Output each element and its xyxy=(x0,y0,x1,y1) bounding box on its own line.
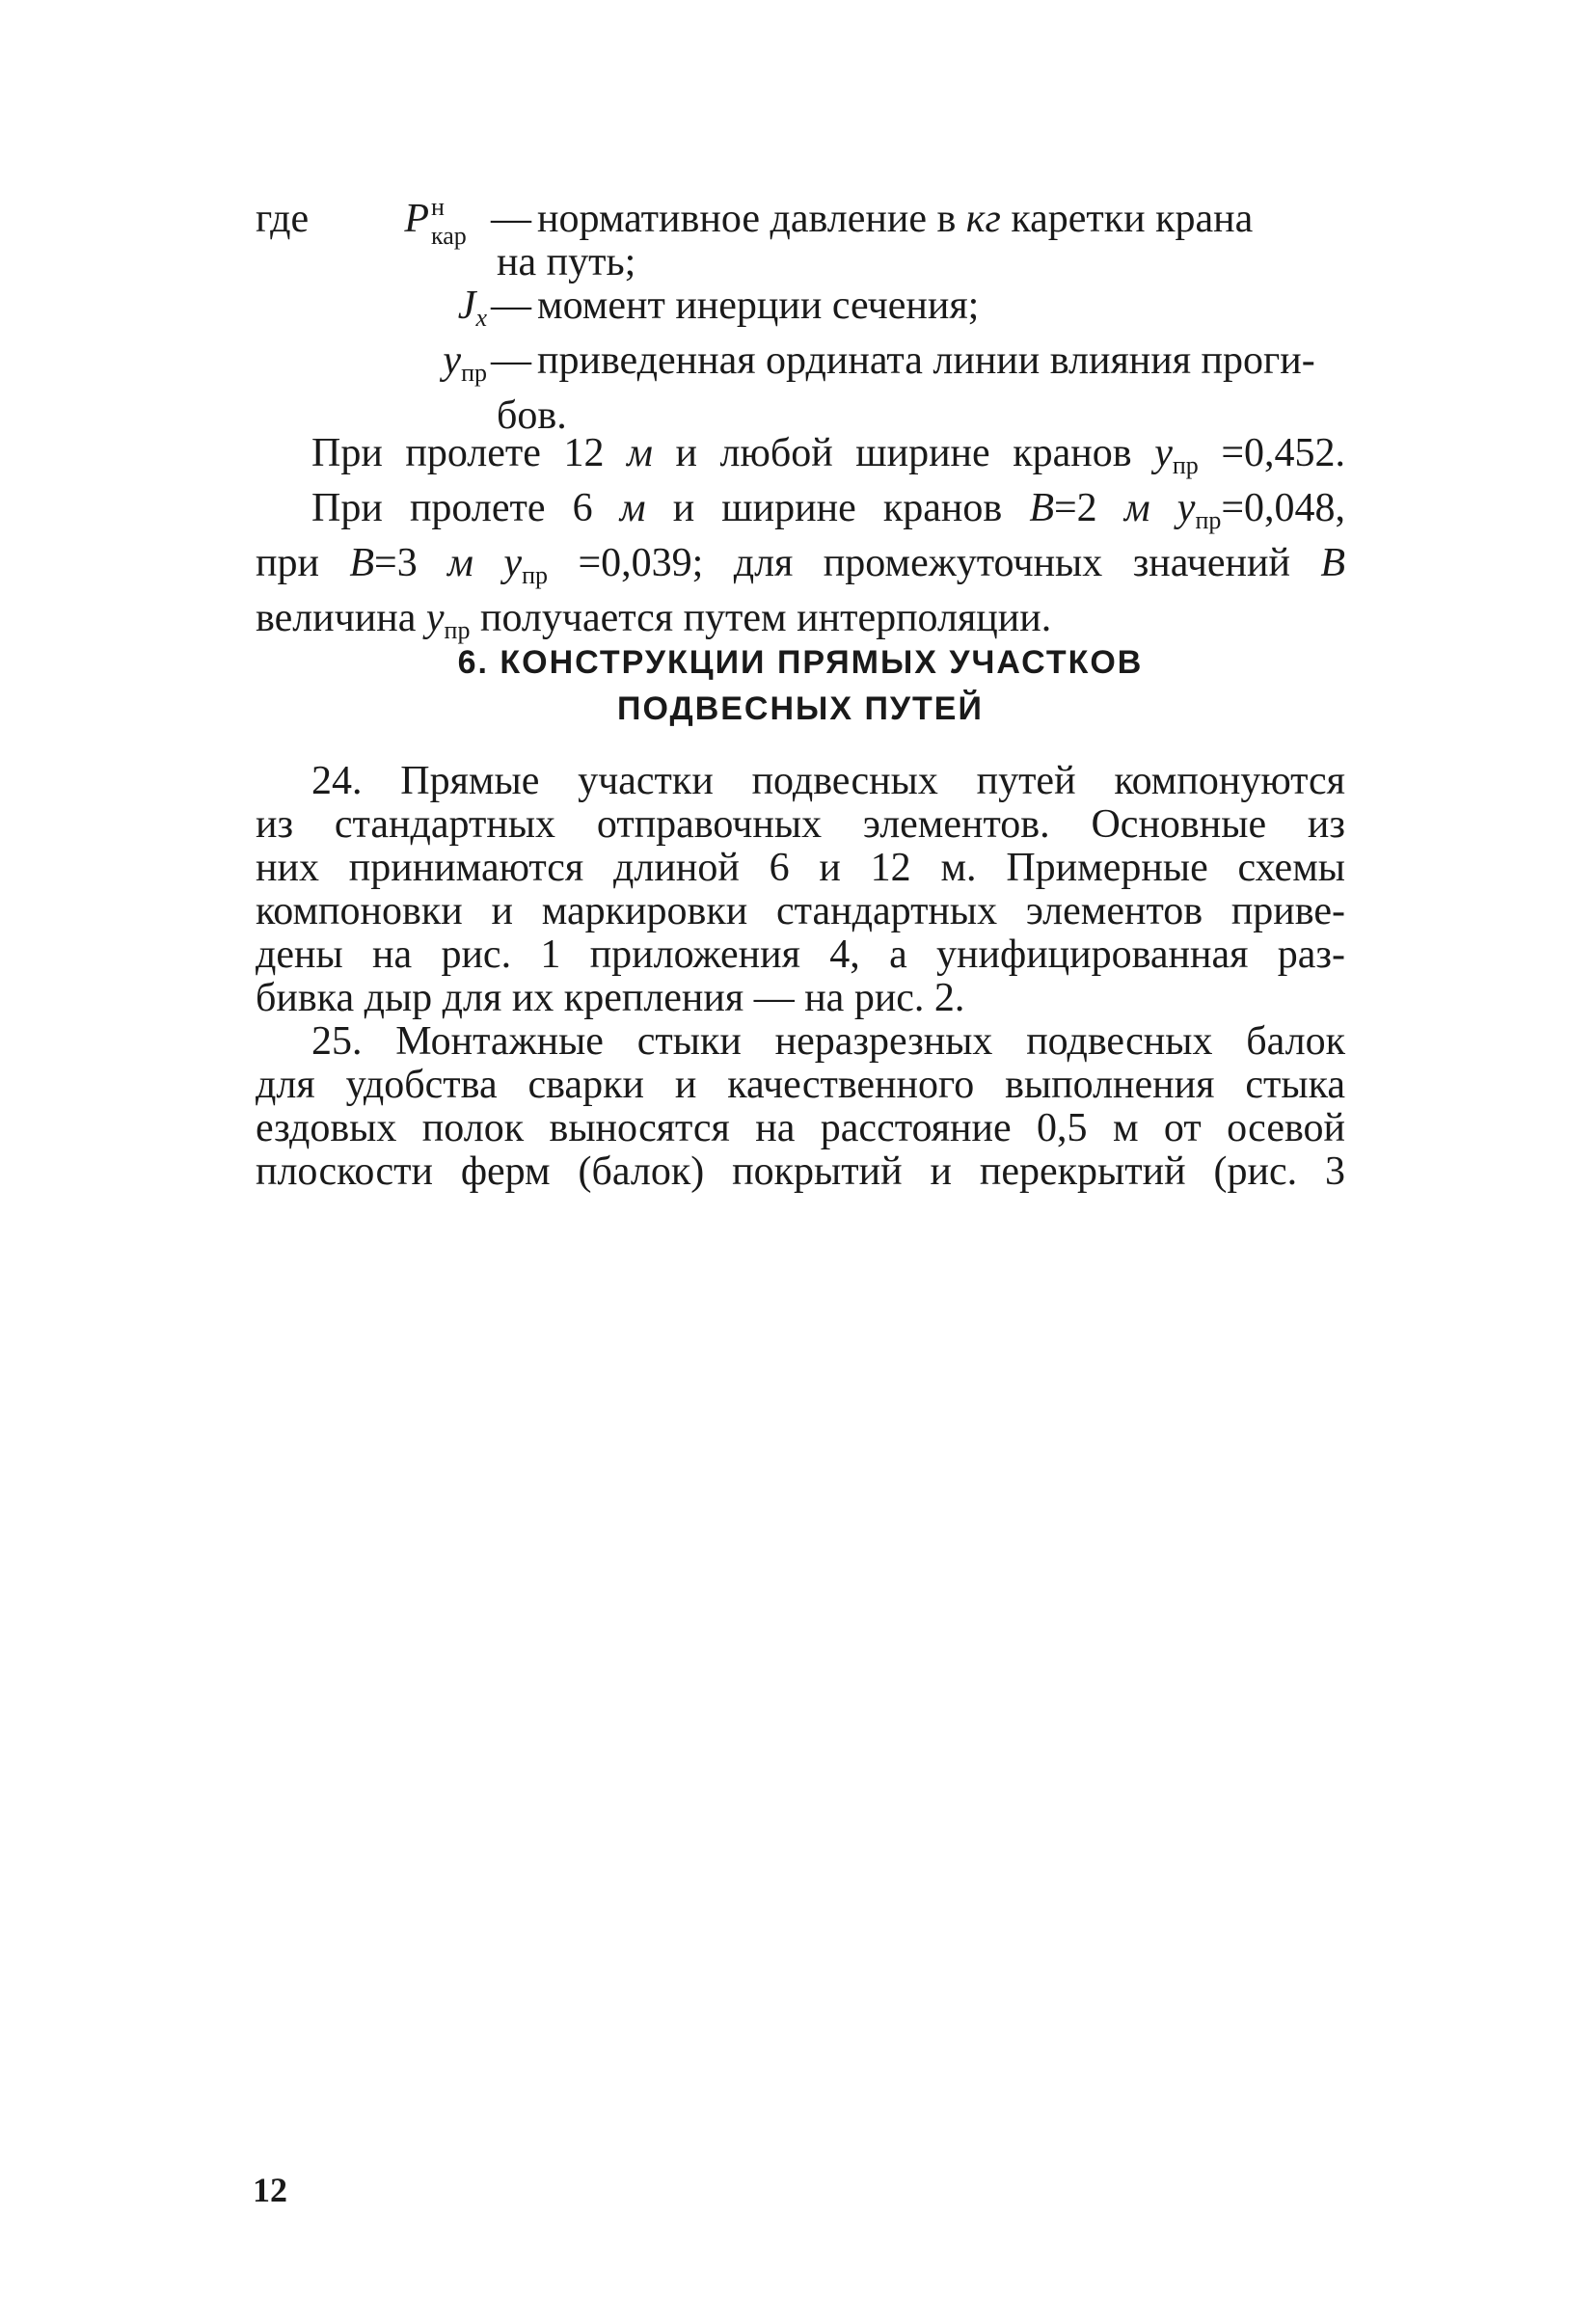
symbol-indices xyxy=(429,193,487,250)
definition-p-kar xyxy=(256,193,1345,250)
definition-text xyxy=(537,198,1345,241)
value: =3 xyxy=(374,541,418,585)
dash: — xyxy=(491,197,531,241)
body-line: ездовых полок выносятся на расстояние 0,5 м от осевой xyxy=(256,1106,1345,1150)
definition-text: приведенная ордината линии влияния проги- xyxy=(537,338,1315,383)
definition-term xyxy=(256,193,487,250)
unit: м xyxy=(447,541,473,585)
definition-text-cont: на путь; xyxy=(497,240,636,284)
subscript: пр xyxy=(1172,451,1199,479)
symbol-j: J xyxy=(457,284,476,328)
text: нормативное давление в xyxy=(537,197,957,241)
body-line: них принимаются длиной 6 и 12 м. Примерные схемы xyxy=(256,846,1345,890)
body-line: 24. Прямые участки подвесных путей компонуются xyxy=(311,759,1345,803)
text: каретки крана xyxy=(1011,197,1254,241)
section-heading-line-2: ПОДВЕСНЫХ ПУТЕЙ xyxy=(617,690,984,727)
body-line: для удобства сварки и качественного выполнения стыка xyxy=(256,1063,1345,1107)
definition-j-x xyxy=(256,284,1345,339)
value: =2 xyxy=(1054,486,1097,530)
symbol-p: P xyxy=(404,197,429,241)
text: и любой ширине кранов xyxy=(675,431,1132,475)
body-line: плоскости ферм (балок) покрытий и перекрытий (рис. 3 xyxy=(256,1149,1345,1194)
unit: м xyxy=(1123,486,1150,530)
intro-line-1 xyxy=(256,432,1345,487)
body-line: из стандартных отправочных элементов. Основные из xyxy=(256,802,1345,847)
unit: м xyxy=(627,431,653,475)
value: =0,048, xyxy=(1221,486,1346,530)
subscript: пр xyxy=(444,616,471,644)
symbol-y: y xyxy=(1176,486,1196,530)
section-heading xyxy=(256,639,1345,732)
section-heading-line-1: 6. КОНСТРУКЦИИ ПРЯМЫХ УЧАСТКОВ xyxy=(457,644,1144,681)
dash: — xyxy=(491,284,531,328)
subscript: кар xyxy=(431,222,467,250)
symbol-y: y xyxy=(503,541,523,585)
intro-line-3 xyxy=(256,542,1345,597)
body-line: дены на рис. 1 приложения 4, а унифицированная раз- xyxy=(256,932,1345,977)
symbol-b: B xyxy=(349,541,375,585)
body-line: 25. Монтажные стыки неразрезных подвесных балок xyxy=(311,1019,1345,1064)
superscript: н xyxy=(431,193,445,221)
body-line: компоновки и маркировки стандартных элементов приве- xyxy=(256,889,1345,933)
subscript: x xyxy=(475,304,487,332)
definition-term xyxy=(256,284,487,339)
text: При пролете 12 xyxy=(311,431,605,475)
where-word: где xyxy=(256,197,310,241)
intro-paragraphs xyxy=(256,432,1345,652)
definition-y-pr xyxy=(256,339,1345,394)
dash: — xyxy=(491,338,531,383)
unit: м xyxy=(619,486,646,530)
symbol-y: y xyxy=(443,338,462,383)
definition-term xyxy=(256,339,487,394)
unit: кг xyxy=(965,197,1001,241)
text: величина xyxy=(256,596,417,640)
symbol-y: y xyxy=(425,596,445,640)
subscript: пр xyxy=(461,359,487,387)
symbol-b: B xyxy=(1320,541,1346,585)
text: =0,039; для промежуточных значений xyxy=(578,541,1290,585)
definitions-list xyxy=(256,193,1345,438)
value: =0,452. xyxy=(1221,431,1346,475)
symbol-b: B xyxy=(1029,486,1054,530)
text: При пролете 6 xyxy=(311,486,593,530)
text: и ширине кранов xyxy=(672,486,1003,530)
definition-text-cont: бов. xyxy=(497,393,567,438)
intro-line-2 xyxy=(256,487,1345,542)
subscript: пр xyxy=(1195,506,1222,534)
definition-text: момент инерции сечения; xyxy=(537,284,980,328)
page-number: 12 xyxy=(253,2171,287,2209)
subscript: пр xyxy=(522,561,548,589)
text: получается путем интерполяции. xyxy=(479,596,1052,640)
body-text xyxy=(256,760,1345,1194)
text: при xyxy=(256,541,319,585)
body-line: бивка дыр для их крепления — на рис. 2. xyxy=(256,976,965,1020)
symbol-y: y xyxy=(1154,431,1173,475)
